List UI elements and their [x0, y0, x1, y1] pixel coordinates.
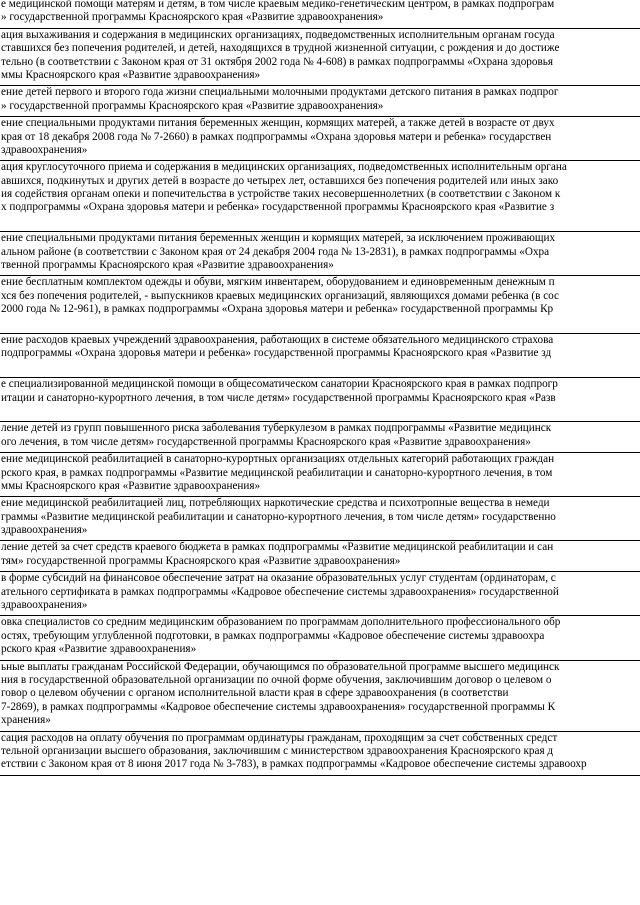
- table-row: [0, 378, 640, 422]
- row-text-line: ление детей за счет средств краевого бюджета в рамках подпрограммы «Развитие медицинской реабилитации и сан: [1, 541, 554, 554]
- row-text-line: » государственной программы Красноярского края «Развитие здравоохранения»: [1, 99, 384, 112]
- row-text-line: ого лечения, в том числе детям» государственной программы Красноярского края «Развитие здравоохранения»: [1, 435, 531, 448]
- row-text-line: ставшихся без попечения родителей, и детей, находящихся в трудной жизненной ситуации, с рождения и до достиже: [1, 42, 560, 55]
- table-row: [0, 453, 640, 497]
- row-text-line: авшихся, подкинутых и других детей в возрасте до четырех лет, оставшихся без попечения родителей или иных зако: [1, 174, 559, 187]
- row-text-line: [0, 317, 640, 330]
- row-text-line: в форме субсидий на финансовое обеспечение затрат на оказание образовательных услуг студентам (ординаторам, с: [1, 572, 556, 585]
- table-row: [0, 232, 640, 276]
- row-text-line: [0, 361, 640, 374]
- row-text-line: ация круглосуточного приема и содержания в медицинских организациях, подведомственных исполнительным органа: [1, 161, 567, 174]
- row-text-line: ение бесплатным комплектом одежды и обуви, мягким инвентарем, оборудованием и единовременным денежным п: [1, 276, 555, 289]
- table-row: [0, 541, 640, 572]
- row-text-line: етствии с Законом края от 8 июня 2017 года № 3-783), в рамках подпрограммы «Кадровое обеспечение системы здравоохр: [1, 758, 587, 771]
- row-text-line: подпрограммы «Охрана здоровья матери и ребенка» государственной программы Красноярского края «Развитие зд: [1, 347, 552, 360]
- table-row: [0, 86, 640, 117]
- row-text-line: рского края «Развитие здравоохранения»: [1, 643, 197, 656]
- row-text-line: ение детей первого и второго года жизни специальными молочными продуктами детского питания в рамках подпрог: [1, 86, 559, 99]
- row-text-line: тям» государственной программы Красноярского края «Развитие здравоохранения»: [1, 554, 401, 567]
- row-text-line: говор о целевом обучении с органом исполнительной власти края в сфере здравоохранения (в соответстви: [1, 687, 509, 700]
- row-text-line: ация выхаживания и содержания в медицинских организациях, подведомственных исполнительным органам госуда: [1, 28, 555, 41]
- row-text-line: ление детей из групп повышенного риска заболевания туберкулезом в рамках подпрограммы «Развитие медицинск: [1, 422, 552, 435]
- row-text-line: сация расходов на оплату обучения по программам ординатуры гражданам, проходящим за счет собственных средст: [1, 731, 558, 744]
- row-text-line: ение медицинской реабилитацией лиц, потребляющих наркотические средства и психотропные вещества в немеди: [1, 497, 550, 510]
- row-text-line: твенной программы Красноярского края «Развитие здравоохранения»: [1, 259, 334, 272]
- row-text-line: ение расходов краевых учреждений здравоохранения, работающих в системе обязательного медицинского страхова: [1, 333, 554, 346]
- row-text-line: рского края, в рамках подпрограммы «Развитие медицинской реабилитации и санаторно-курортного лечения, в том: [1, 466, 553, 479]
- row-text-line: ение специальными продуктами питания беременных женщин и кормящих матерей, за исключением проживающих: [1, 232, 556, 245]
- row-text-line: » государственной программы Красноярского края «Развитие здравоохранения»: [1, 11, 384, 24]
- row-text-line: ательного сертификата в рамках подпрограммы «Кадровое обеспечение системы здравоохранения» государственной: [1, 585, 559, 598]
- row-text-line: остях, требующим углубленной подготовки, в рамках подпрограммы «Кадровое обеспечение системы здравоохра: [1, 629, 545, 642]
- row-text-line: ьные выплаты гражданам Российской Федерации, обучающимся по образовательной программе высшего медицинск: [1, 660, 560, 673]
- row-text-line: [0, 405, 640, 418]
- table-row: [0, 616, 640, 660]
- table-row: [0, 334, 640, 378]
- row-text-line: ния в государственной образовательной организации по очной форме обучения, заключившим договор о целевом о: [1, 673, 552, 686]
- row-text-line: хся без попечения родителей, - выпускников краевых медицинских организаций, являющихся домами ребенка (в сос: [1, 289, 560, 302]
- row-text-line: ение специальными продуктами питания беременных женщин, кормящих матерей, а также детей в возрасте от двух: [1, 117, 555, 130]
- row-text-line: хранения»: [1, 714, 51, 727]
- row-text-line: 2000 года № 12-961), в рамках подпрограммы «Охрана здоровья матери и ребенка» государственной программы Кр: [1, 303, 554, 316]
- row-text-line: альном районе (в соответствии с Законом края от 24 декабря 2004 года № 13-2831), в рамках подпрограммы «Охра: [1, 245, 550, 258]
- row-text-line: е специализированной медицинской помощи в общесоматическом санатории Красноярского края в рамках подпрогр: [1, 378, 558, 391]
- row-text-line: овка специалистов со средним медицинским образованием по программам дополнительного профессионального обр: [1, 616, 561, 629]
- row-text-line: ммы Красноярского края «Развитие здравоохранения»: [1, 479, 261, 492]
- table-row: [0, 422, 640, 453]
- row-text-line: 7-2869), в рамках подпрограммы «Кадровое обеспечение системы здравоохранения» государственной программы К: [1, 700, 556, 713]
- table-row: [0, 497, 640, 541]
- row-text-line: ия содействия органам опеки и попечительства в устройстве таких несовершеннолетних (в соответствии с Законом к: [1, 188, 561, 201]
- row-text-line: е медицинской помощи матерям и детям, в том числе краевым медико-генетическим центром, в рамках подпрограм: [1, 0, 555, 10]
- row-text-line: ение медицинской реабилитацией в санаторно-курортных организациях отдельных категорий работающих граждан: [1, 453, 555, 466]
- row-text-line: ммы Красноярского края «Развитие здравоохранения»: [1, 68, 261, 81]
- row-text-line: [0, 215, 640, 228]
- row-text-line: тельно (в соответствии с Законом края от 31 октября 2002 года № 4-608) в рамках подпрограммы «Охрана здоровья: [1, 55, 554, 68]
- row-text-line: здравоохранения»: [1, 143, 88, 156]
- row-text-line: х подпрограммы «Охрана здоровья матери и ребенка» государственной программы Красноярского края «Развитие з: [1, 201, 555, 214]
- row-text-line: края от 18 декабря 2008 года № 7-2660) в рамках подпрограммы «Охрана здоровья матери и ребенка» государствен: [1, 130, 552, 143]
- row-text-line: здравоохранения»: [1, 524, 88, 537]
- table-row: [0, 732, 640, 776]
- row-text-line: тельной организации высшего образования, заключившим с министерством здравоохранения Красноярского края д: [1, 744, 554, 757]
- row-text-line: граммы «Развитие медицинской реабилитации и санаторно-курортного лечения, в том числе детям» государственно: [1, 510, 556, 523]
- table-row: [0, 117, 640, 161]
- table-row: [0, 276, 640, 334]
- table-row: [0, 161, 640, 232]
- row-text-line: здравоохранения»: [1, 599, 88, 612]
- table-row: [0, 661, 640, 732]
- table-row: [0, 0, 640, 29]
- table-row: [0, 29, 640, 87]
- row-text-line: итации и санаторно-курортного лечения, в том числе детям» государственной программы Красноярского края «Разв: [1, 391, 556, 404]
- table-row: [0, 572, 640, 616]
